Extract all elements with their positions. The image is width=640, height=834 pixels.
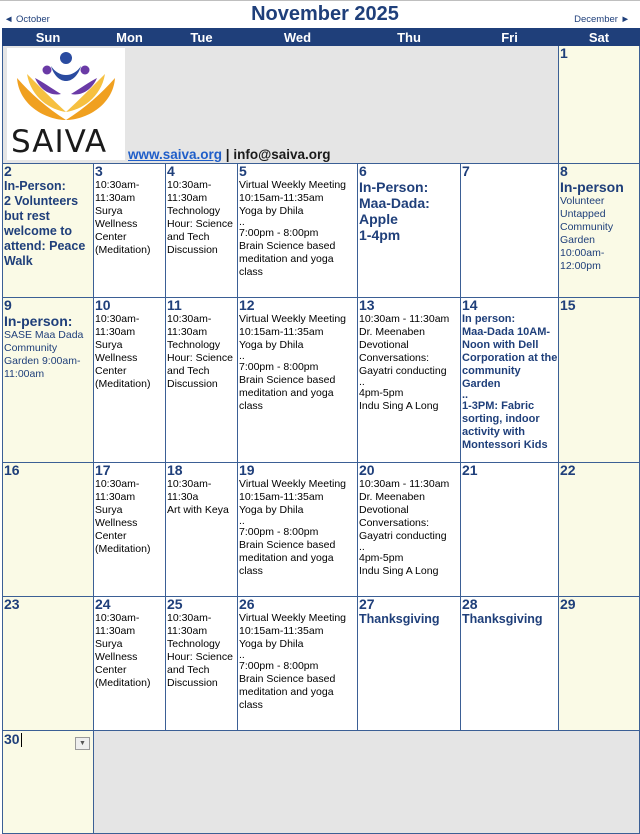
day-cell-3[interactable] [94, 164, 166, 298]
event-time: 1-4pm [359, 227, 401, 243]
event-time: 10:30am-11:30am [167, 179, 212, 204]
day-cell-8[interactable] [559, 164, 640, 298]
event-text: Brain Science based meditation and yoga class [239, 240, 336, 278]
day-number: 26 [239, 596, 255, 612]
event-separator: .. [359, 541, 365, 553]
event-text: Dr. Meenaben Devotional Conversations: Gayatri conducting [359, 326, 447, 377]
event-time: 7:00pm - 8:00pm [239, 227, 319, 239]
day-cell-21[interactable] [461, 463, 559, 597]
event-text: Indu Sing A Long [359, 400, 439, 412]
event-text: Apple [359, 211, 398, 227]
event-separator: .. [359, 376, 365, 388]
weekday-thu: Thu [358, 29, 461, 46]
day-cell-1[interactable] [559, 46, 640, 164]
event-text: In person: [462, 313, 516, 325]
event-time: 10:30am-11:30am [95, 478, 140, 503]
event-separator: .. [462, 389, 469, 401]
event-time: 4pm-5pm [359, 552, 404, 564]
day-number: 27 [359, 596, 375, 612]
event-text: Virtual Weekly Meeting [239, 612, 346, 624]
event-text: Indu Sing A Long [359, 565, 439, 577]
event-time: 4pm-5pm [359, 387, 404, 399]
event-text: Maa-Dada: [359, 195, 430, 211]
day-cell-22[interactable] [559, 463, 640, 597]
day-number: 21 [462, 462, 478, 478]
text-caret [21, 733, 22, 747]
empty-trailing-cell [94, 731, 640, 834]
weekday-sat: Sat [559, 29, 640, 46]
event-text: Dr. Meenaben Devotional Conversations: Gayatri conducting [359, 491, 447, 542]
event-time: 10:30am-11:30am [95, 612, 140, 637]
day-cell-9[interactable] [3, 298, 94, 463]
day-cell-11[interactable] [166, 298, 238, 463]
event-text: Surya Wellness Center (Meditation) [95, 339, 151, 390]
event-text: Brain Science based meditation and yoga class [239, 673, 336, 711]
day-cell-16[interactable] [3, 463, 94, 597]
event-text: Virtual Weekly Meeting [239, 179, 346, 191]
day-number: 5 [239, 163, 247, 179]
day-number: 17 [95, 462, 111, 478]
event-separator: .. [239, 216, 245, 228]
event-text: Technology Hour: Science and Tech Discussion [167, 205, 233, 256]
calendar-grid [2, 28, 640, 834]
day-number: 23 [4, 596, 20, 612]
week-row-5 [3, 597, 640, 731]
day-cell-30[interactable] [3, 731, 94, 834]
event-text: Brain Science based meditation and yoga class [239, 374, 336, 412]
event-text: Technology Hour: Science and Tech Discussion [167, 339, 233, 390]
event-separator: .. [239, 350, 245, 362]
event-text: Maa-Dada 10AM-Noon with Dell Corporation at the community Garden [462, 326, 558, 390]
prev-month-link[interactable]: ◄ October [4, 14, 50, 25]
day-cell-26[interactable] [238, 597, 358, 731]
top-border [0, 0, 640, 1]
event-text: Surya Wellness Center (Meditation) [95, 638, 151, 689]
day-cell-12[interactable] [238, 298, 358, 463]
email-text: info@saiva.org [233, 147, 331, 162]
event-text: 2 Volunteers but rest welcome to attend: Peace Walk [4, 194, 86, 268]
day-number: 18 [167, 462, 183, 478]
day-number: 15 [560, 297, 576, 313]
event-time: 10:15am-11:35am [239, 326, 324, 338]
event-time: 10:30am-11:30am [95, 179, 140, 204]
day-number: 29 [560, 596, 576, 612]
day-cell-23[interactable] [3, 597, 94, 731]
day-number: 20 [359, 462, 375, 478]
event-time: 10:30am - 11:30am [359, 313, 450, 325]
week-row-4 [3, 463, 640, 597]
day-cell-15[interactable] [559, 298, 640, 463]
week-row-6 [3, 731, 640, 834]
day-number: 28 [462, 596, 478, 612]
event-text: Thanksgiving [359, 612, 440, 626]
day-number: 4 [167, 163, 175, 179]
event-text: In-person [560, 179, 624, 195]
day-cell-7[interactable] [461, 164, 559, 298]
event-text: In-Person: [359, 179, 429, 195]
event-text: 1-3PM: Fabric sorting, indoor activity with Montessori Kids [462, 400, 548, 451]
day-cell-13[interactable] [358, 298, 461, 463]
day-number: 7 [462, 163, 470, 179]
event-text: Technology Hour: Science and Tech Discussion [167, 638, 233, 689]
day-cell-14[interactable] [461, 298, 559, 463]
day-cell-5[interactable] [238, 164, 358, 298]
contact-line [128, 147, 331, 162]
event-time: 10:30am - 11:30am [359, 478, 450, 490]
day-number: 11 [167, 297, 182, 313]
weekday-header-row [3, 29, 640, 46]
contact-separator: | [222, 147, 234, 162]
week-row-2 [3, 164, 640, 298]
day-number: 25 [167, 596, 183, 612]
event-time: 7:00pm - 8:00pm [239, 526, 319, 538]
event-text: Yoga by Dhila [239, 638, 304, 650]
weekday-tue: Tue [166, 29, 238, 46]
month-title: November 2025 [251, 3, 399, 25]
day-number: 19 [239, 462, 255, 478]
event-time: 10:30am-11:30a [167, 478, 212, 503]
day-number: 3 [95, 163, 103, 179]
event-time: 7:00pm - 8:00pm [239, 660, 319, 672]
day-number: 9 [4, 297, 12, 313]
day-cell-4[interactable] [166, 164, 238, 298]
event-separator: .. [239, 649, 245, 661]
weekday-mon: Mon [94, 29, 166, 46]
day-number: 2 [4, 163, 12, 179]
event-text: SASE Maa Dada Community Garden 9:00am-11:00am [4, 329, 84, 380]
event-text: Art with Keya [167, 504, 229, 516]
day-cell-6[interactable] [358, 164, 461, 298]
week-row-1 [3, 46, 640, 164]
event-text: Brain Science based meditation and yoga class [239, 539, 336, 577]
day-cell-28[interactable] [461, 597, 559, 731]
event-text: Virtual Weekly Meeting [239, 313, 346, 325]
event-text: In-Person: [4, 179, 66, 193]
dropdown-button[interactable] [75, 737, 90, 750]
event-time: 10:15am-11:35am [239, 491, 324, 503]
header-banner-cell [3, 46, 559, 164]
event-text: Surya Wellness Center (Meditation) [95, 504, 151, 555]
event-text: Yoga by Dhila [239, 339, 304, 351]
next-month-link[interactable]: December ► [574, 14, 630, 25]
event-time: 7:00pm - 8:00pm [239, 361, 319, 373]
event-text: Volunteer Untapped Community Garden 10:00am-12:00pm [560, 195, 614, 272]
event-text: Yoga by Dhila [239, 205, 304, 217]
event-time: 10:30am-11:30am [167, 313, 212, 338]
saiva-logo [7, 48, 125, 160]
lotus-hands-icon [7, 48, 125, 128]
event-text: In-person: [4, 313, 73, 329]
day-number: 22 [560, 462, 576, 478]
week-row-3 [3, 298, 640, 463]
weekday-wed: Wed [238, 29, 358, 46]
day-cell-20[interactable] [358, 463, 461, 597]
day-number: 10 [95, 297, 111, 313]
day-cell-10[interactable] [94, 298, 166, 463]
weekday-fri: Fri [461, 29, 559, 46]
logo-wordmark: SAIVA [11, 124, 108, 160]
day-number: 8 [560, 163, 568, 179]
event-time: 10:15am-11:35am [239, 625, 324, 637]
day-cell-29[interactable] [559, 597, 640, 731]
event-time: 10:15am-11:35am [239, 192, 324, 204]
day-cell-18[interactable] [166, 463, 238, 597]
day-cell-24[interactable] [94, 597, 166, 731]
event-time: 10:30am-11:30am [95, 313, 140, 338]
day-number: 6 [359, 163, 367, 179]
event-text: Thanksgiving [462, 612, 543, 626]
day-number: 13 [359, 297, 375, 313]
weekday-sun: Sun [3, 29, 94, 46]
event-text: Surya Wellness Center (Meditation) [95, 205, 151, 256]
day-cell-19[interactable] [238, 463, 358, 597]
day-cell-17[interactable] [94, 463, 166, 597]
day-cell-27[interactable] [358, 597, 461, 731]
chevron-down-icon: ▼ [79, 740, 86, 747]
day-number: 30 [4, 731, 20, 747]
website-link[interactable]: www.saiva.org [128, 147, 223, 162]
day-number: 14 [462, 297, 478, 313]
event-text: Yoga by Dhila [239, 504, 304, 516]
day-number: 1 [560, 45, 568, 61]
day-cell-25[interactable] [166, 597, 238, 731]
day-number: 16 [4, 462, 20, 478]
day-cell-2[interactable] [3, 164, 94, 298]
event-time: 10:30am-11:30am [167, 612, 212, 637]
day-number: 24 [95, 596, 111, 612]
day-number: 12 [239, 297, 255, 313]
event-text: Virtual Weekly Meeting [239, 478, 346, 490]
event-separator: .. [239, 515, 245, 527]
